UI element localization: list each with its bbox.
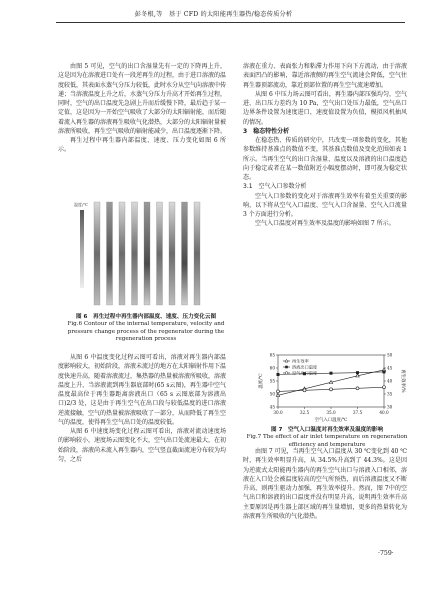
data-point: [356, 371, 359, 374]
contour-strip: [107, 202, 113, 305]
paragraph: 再生过程中再生器内部温度、速度、压力变化如图 6 所示。: [58, 137, 226, 154]
contour-strip: [169, 202, 175, 305]
legend-label: 空气出口温度: [292, 370, 318, 376]
y-right-tick-label: 40: [387, 378, 393, 384]
caption-cn: 图 6 再生过程中再生器内部温度、速度、压力变化云图: [75, 314, 217, 320]
header-rule: [56, 22, 405, 23]
paragraph: 由图 7 可见，当再生空气入口温度从 30 ℃变化到 40 ℃时，再生效率明显升高，从 34.5%升高到了 44.3%。这是因为逆流式太阳能再生器内的再生空气出口与溶液入口相邻，溶液在入口处会被温度较高的空气所预热，而后溶液温度又不断升高，则再生驱动力加强，再生效率提升。然而，图 7中的空气出口和溶液的出口温度并没有明显升高，说明再生效率升高主要原因是再生器上部区域的再生量增加，更多的热量转化为溶液再生所吸收的气化潜热。: [243, 448, 407, 520]
x-tick-label: 30.0: [273, 410, 283, 415]
paragraph: 在稳态热、传质的研究中，只改变一项参数的变化，其他参数维持基准点的数值不变，其基准点数值及变化范围如表 1 所示。当再生空气的出口含湿量、温度以及溶液的出口温度趋向于稳定或者在某一数值附近小幅度摆动时，即可视为稳定状态。: [243, 137, 407, 181]
y-left-tick-label: 55: [269, 378, 275, 384]
y-left-tick-label: 65: [269, 352, 275, 358]
y-left-axis-label: 温度/℃: [259, 373, 264, 389]
paragraph: 从图 6 中速度场变化过程云图可看出，溶液对流动速度场的影响较小，速度场云图变化不大，空气出口处流速最大，在初始阶段，溶液尚未流入再生器内，空气竖直截面流速分布较为均匀，之后: [58, 428, 227, 463]
figure-7-chart: [256, 349, 406, 423]
y-right-tick-label: 50: [387, 352, 393, 358]
x-tick-label: 35.0: [326, 410, 336, 415]
y-left-tick-label: 50: [269, 391, 275, 397]
x-tick-label: 37.5: [352, 410, 363, 415]
contour-strip: [119, 202, 125, 305]
legend-marker: [285, 372, 288, 375]
contour-strip: [194, 202, 200, 305]
data-point: [356, 387, 359, 390]
data-point: [277, 373, 280, 376]
right-column: [243, 62, 407, 229]
legend-label: 再生效率: [292, 358, 309, 364]
contour-strip: [157, 202, 163, 305]
caption-en: efficiency and temperature: [288, 441, 366, 448]
data-point: [356, 374, 359, 377]
caption-en: Fig.6 Contour of the internal temperature, velocity and: [67, 321, 225, 328]
contour-strip: [144, 202, 150, 305]
x-tick-label: 32.5: [299, 410, 310, 415]
data-point: [330, 372, 333, 375]
contour-strips: [94, 202, 200, 305]
paragraph: 从图 6 中压力场云图可看出，再生器内部压强均匀，空气进、出口压力差约为 10 Pa，空气出口处压力最低，空气出口边界条件设置为速度进口，速度值设置为负值，模拟风机抽风的情况。: [243, 90, 407, 126]
left-column: [58, 62, 226, 155]
contour-strip: [182, 202, 188, 305]
subsection-heading: 3.1 空气入口参数分析: [243, 183, 307, 191]
figure-6-caption: [60, 314, 232, 344]
x-axis-label: 空气入口温度/℃: [314, 418, 348, 423]
y-right-tick-label: 30: [387, 404, 393, 410]
paragraph: 溶液在重力、表面张力和粘滞力作用下向下方流动，由于溶液表面凹凸的影响，靠近溶液侧的再生空气流速会降低，空气往再生器顶部流动，靠近顶部位置的再生空气流速增加。: [243, 63, 407, 89]
contour-strip: [94, 202, 100, 305]
caption-en: regeneration process: [115, 336, 177, 343]
y-left-tick-label: 60: [269, 365, 275, 371]
x-tick-label: 40.0: [379, 410, 389, 415]
y-right-tick-label: 35: [387, 391, 393, 397]
y-right-axis-label: 再生效率/%: [400, 369, 405, 393]
data-point: [277, 390, 280, 393]
y-right-tick-label: 45: [387, 365, 393, 371]
figure-7-caption: [243, 427, 411, 449]
page-number: ·759·: [378, 550, 394, 557]
data-point: [329, 381, 332, 384]
section-heading: 3 稳态特性分析: [243, 127, 290, 135]
caption-en: Fig.7 The effect of air inlet temperature on regeneration: [246, 434, 408, 441]
page-header: [0, 0, 427, 27]
contour-strip: [132, 202, 138, 305]
legend-marker: [285, 366, 288, 369]
caption-en: pressure change process of the regenerator during the: [67, 328, 225, 335]
paragraph: 空气入口温度对再生效率及温度的影响如图 7 所示。: [255, 220, 395, 228]
data-point: [330, 388, 333, 391]
colorbar-temperature: [74, 201, 88, 288]
paragraph: 由图 5 可见，空气的出口含湿量先有一定的下降再上升，这是因为在溶液进口处有一段逆再生的过程，由于进口溶液的温度较低，其表面水蒸气分压力较低，此时水分从空气向溶液中传递；当溶液温度上升之后，水蒸气分压力升高才开始再生过程，同时，空气的出口温度先急剧上升而后缓慢下降，最后趋于某一定值，这是因为一开始空气吸收了大部分的太阳辐射能，而后随着流入再生器的溶液再生吸收气化潜热，大部分的太阳辐射量被溶液所吸收，再生空气吸收的辐射能减少，出口温度逐渐下降。: [58, 63, 227, 135]
left-column-lower: [58, 353, 226, 464]
y-left-tick-label: 45: [269, 404, 275, 410]
figure-6-contours: [72, 196, 212, 311]
data-point: [383, 370, 386, 373]
caption-cn: 图 7 空气入口温度对再生效率及温度的影响: [270, 427, 384, 433]
data-point: [383, 386, 386, 389]
running-header: 彭冬根,等 基于 CFD 的太阳能再生器热/稳态传质分析: [134, 11, 293, 18]
paragraph: 从图 6 中温度变化过程云图可看出，溶液对再生器内部温度影响较大，初始阶段，溶液未流过的地方在太阳辐射作用下温度快速升高，随着溶液流过，集热器的热量被溶液所吸收，溶液温度上升，当溶液流到再生器底部时(65 s云图)，再生器中空气温度最高位于再生器距离溶液出口（65 s 云图底部为溶液出口)2/3 处，这是由于再生空气在出口段与较低温度的进口溶液逆流接触，空气的热量被溶液吸收了一部分，从而降低了再生空气的温度，使得再生空气出口处的温度较低。: [58, 354, 227, 426]
legend-label: 溶液出口温度: [292, 364, 318, 370]
right-column-lower: [243, 447, 407, 521]
colorbar-label: 温度/℃: [74, 202, 88, 207]
data-point: [303, 389, 306, 392]
paragraph: 空气入口参数的变化对于溶液再生效率有着至关重要的影响，以下将从空气入口温度、空气入口含湿量、空气入口流量 3 个方面进行分析。: [243, 192, 407, 218]
